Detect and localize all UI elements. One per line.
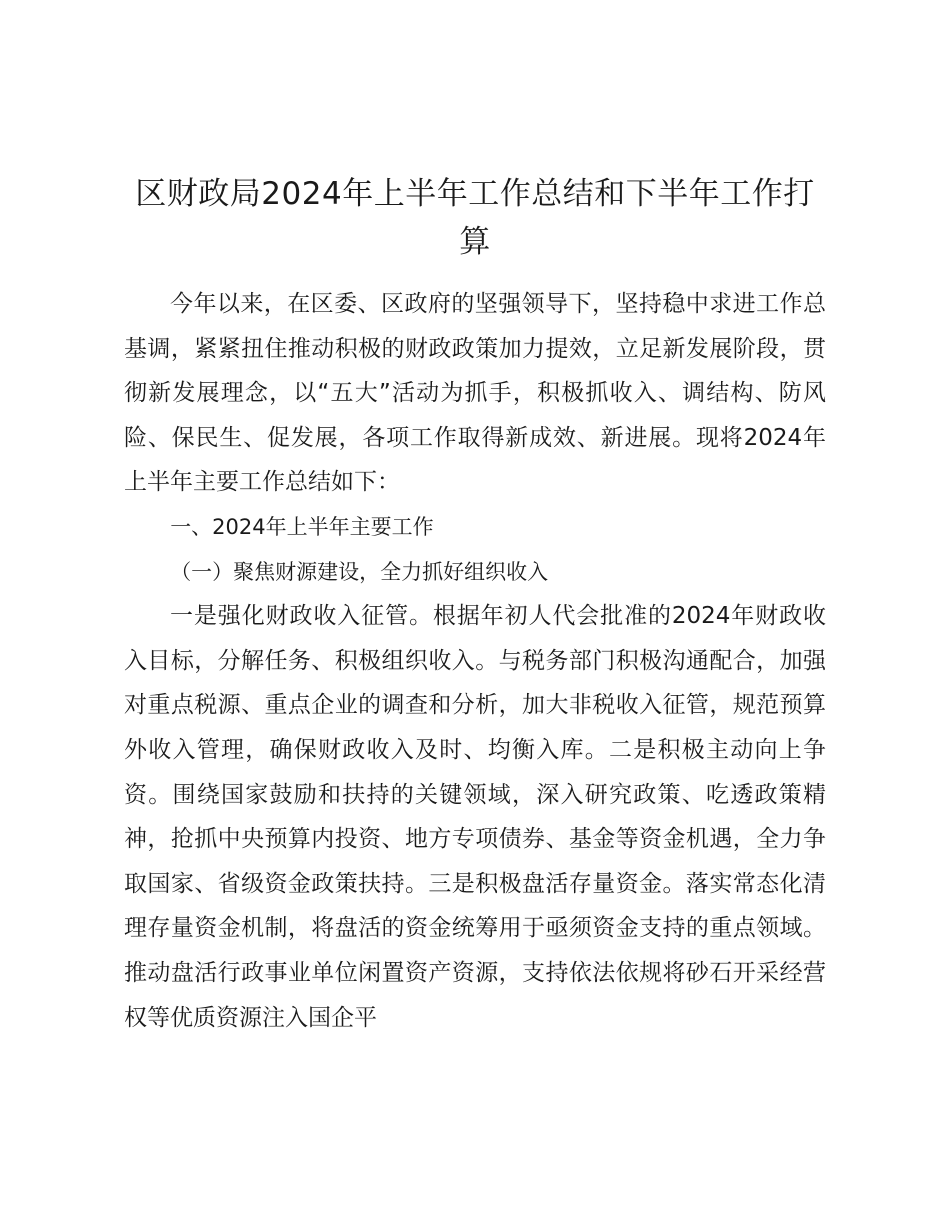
section-heading: 一、2024年上半年主要工作 bbox=[170, 514, 434, 539]
subsection-heading: （一）聚焦财源建设，全力抓好组织收入 bbox=[170, 559, 549, 584]
document-body bbox=[124, 282, 826, 1040]
document-title: 区财政局2024年上半年工作总结和下半年工作打算 bbox=[135, 176, 815, 260]
subsection-paragraph: 一是强化财政收入征管。根据年初人代会批准的2024年财政收入目标，分解任务、积极组织收入。与税务部门积极沟通配合，加强对重点税源、重点企业的调查和分析，加大非税收入征管，规范预算外收入管理，确保财政收入及时、均衡入库。二是积极主动向上争资。围绕国家鼓励和扶持的关键领域，深入研究政策、吃透政策精神，抢抓中央预算内投资、地方专项债券、基金等资金机遇，全力争取国家、省级资金政策扶持。三是积极盘活存量资金。落实常态化清理存量资金机制，将盘活的资金统筹用于亟须资金支持的重点领域。推动盘活行政事业单位闲置资产资源，支持依法依规将砂石开采经营权等优质资源注入国企平 bbox=[124, 603, 826, 1031]
intro-paragraph: 今年以来，在区委、区政府的坚强领导下，坚持稳中求进工作总基调，紧紧扭住推动积极的财政政策加力提效，立足新发展阶段，贯彻新发展理念，以“五大”活动为抓手，积极抓收入、调结构、防风险、保民生、促发展，各项工作取得新成效、新进展。现将2024年上半年主要工作总结如下： bbox=[124, 291, 826, 496]
